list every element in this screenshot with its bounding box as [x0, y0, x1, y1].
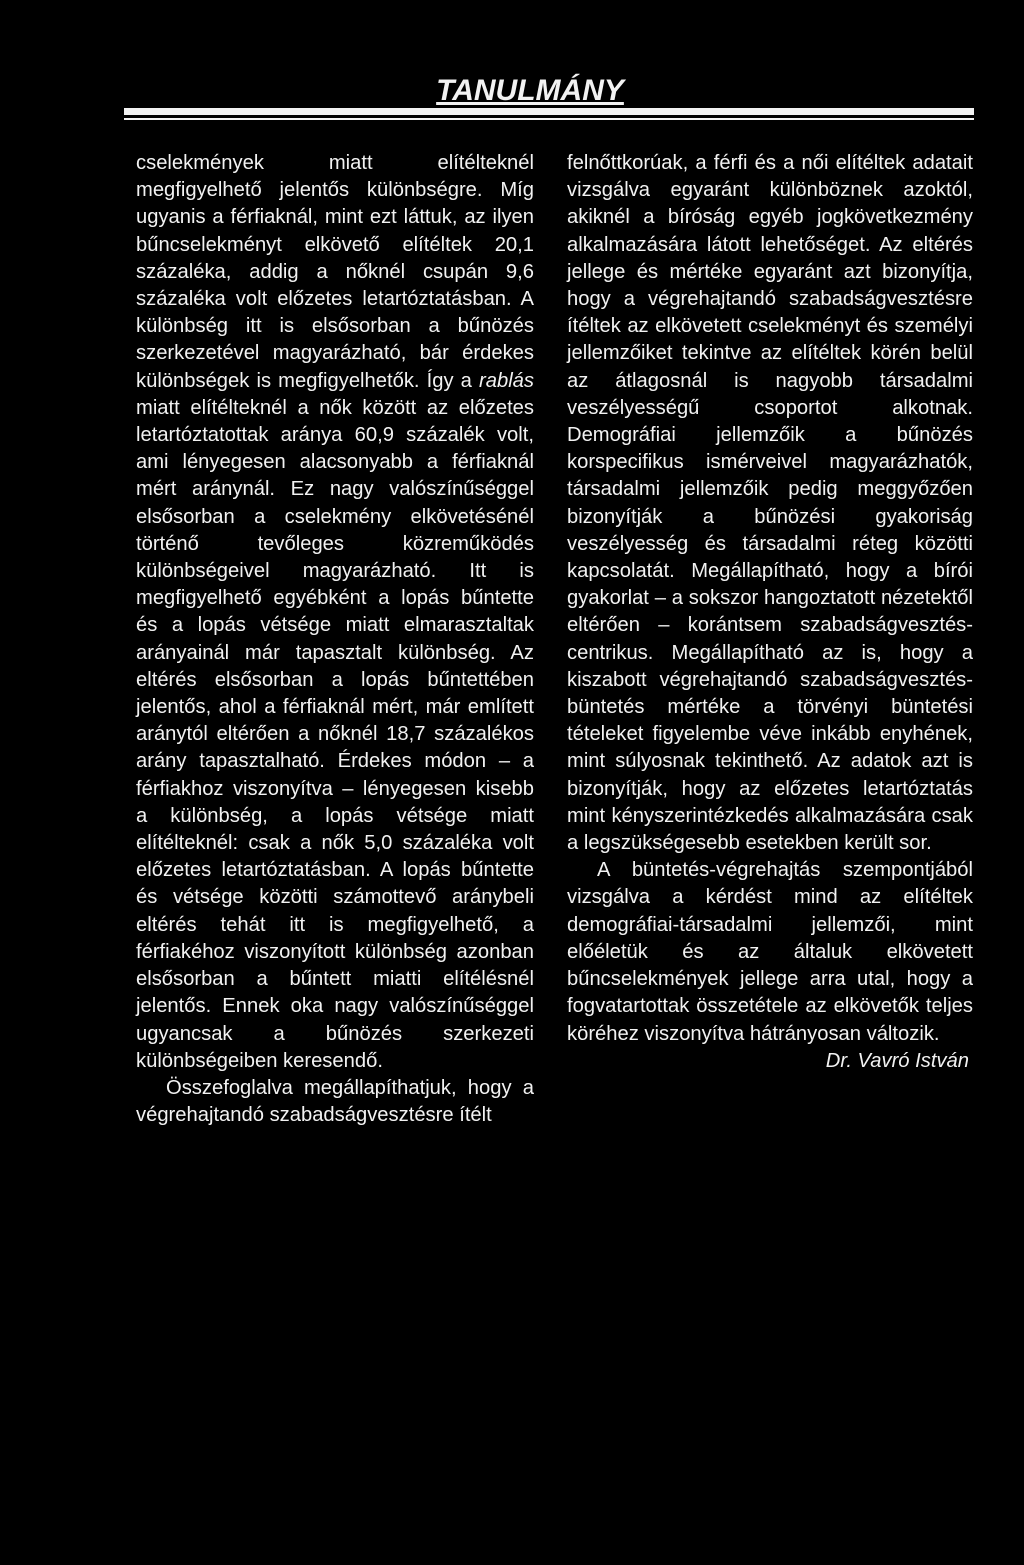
right-column: [567, 150, 973, 1075]
left-p1-italic: rablás: [479, 369, 534, 392]
header-rule-thick: [124, 108, 974, 115]
section-title: TANULMÁNY: [436, 74, 624, 107]
left-p1-text-a: cselekmények miatt elítélteknél megfigyelhető jelentős különbségre. Míg ugyanis a férfiaknál, mint ezt láttuk, az ilyen bűncselekményt elkövető elítéltek 20,1 százaléka, addig a nőknél csupán 9,6 százaléka volt előzetes letartóztatásban. A különbség itt is elsősorban a bűnözés szerkezetével magyarázható, bár érdekes különbségek is megfigyelhetők. Így a: [136, 152, 534, 392]
author-signature: Dr. Vavró István: [825, 1049, 969, 1072]
right-paragraph-1: felnőttkorúak, a férfi és a női elítéltek adatait vizsgálva egyaránt különböznek azoktól, akiknél a bíróság egyéb jogkövetkezmény alkalmazására látott lehetőséget. Az eltérés jellege és mértéke egyaránt azt bizonyítja, hogy a végrehajtandó szabadságvesztésre ítéltek az elkövetett cselekményt és személyi jellemzőiket tekintve az elítéltek körén belül az átlagosnál is nagyobb társadalmi veszélyességű csoportot alkotnak. Demográfiai jellemzőik a bűnözés korspecifikus ismérveivel magyarázhatók, társadalmi jellemzőik pedig meggyőzően bizonyítják a bűnözési gyakoriság veszélyesség és társadalmi réteg közötti kapcsolatát. Megállapítható, hogy a bírói gyakorlat – a sokszor hangoztatott nézetektől eltérően – korántsem szabadságvesztés-centrikus. Megállapítható az is, hogy a kiszabott végrehajtandó szabadságvesztés-büntetés mértéke a törvényi büntetési tételeket figyelembe véve inkább enyhének, mint súlyosnak tekinthető. Az adatok azt is bizonyítják, hogy az előzetes letartóztatás mint kényszerintézkedés alkalmazására csak a legszükségesebb esetekben került sor.: [567, 152, 973, 855]
left-p1-text-b: miatt elítélteknél a nők között az előzetes letartóztatottak aránya 60,9 százalék volt, ami lényegesen alacsonyabb a férfiaknál mért aránynál. Ez nagy valószínűséggel elsősorban a cselekmény elkövetésénél történő tevőleges közreműködés különbségeivel magyarázható. Itt is megfigyelhető egyébként a lopás bűntette és a lopás vétsége miatt elmarasztaltak arányainál már tapasztalt különbség. Az eltérés elsősorban a lopás bűntettében jelentős, ahol a férfiaknál mért, már említett aránytól eltérően a nőknél 18,7 százalékos arány tapasztalható. Érdekes módon – a férfiakhoz viszonyítva – lényegesen kisebb a különbség, a lopás vétsége miatt elítélteknél: csak a nők 5,0 százaléka volt előzetes letartóztatásban. A lopás bűntette és vétsége közötti számottevő aránybeli eltérés tehát itt is megfigyelhető, a férfiakéhoz viszonyított különbség azonban elsősorban a bűntett miatti elítélésnél jelentős. Ennek oka nagy valószínűséggel ugyancsak a bűnözés szerkezeti különbségeiben keresendő.: [136, 396, 534, 1072]
right-paragraph-2: A büntetés-végrehajtás szempontjából vizsgálva a kérdést mind az elítéltek demográfiai-társadalmi jellemzői, mint előéletük és az általuk elkövetett bűncselekmények jellege arra utal, hogy a fogvatartottak összetétele az elkövetők teljes köréhez viszonyítva hátrányosan változik.: [567, 859, 973, 1045]
left-paragraph-1: [136, 150, 534, 1075]
header-rule-thin: [124, 118, 974, 120]
left-column: [136, 150, 534, 1129]
left-paragraph-2: Összefoglalva megállapíthatjuk, hogy a végrehajtandó szabadságvesztésre ítélt: [136, 1076, 534, 1127]
